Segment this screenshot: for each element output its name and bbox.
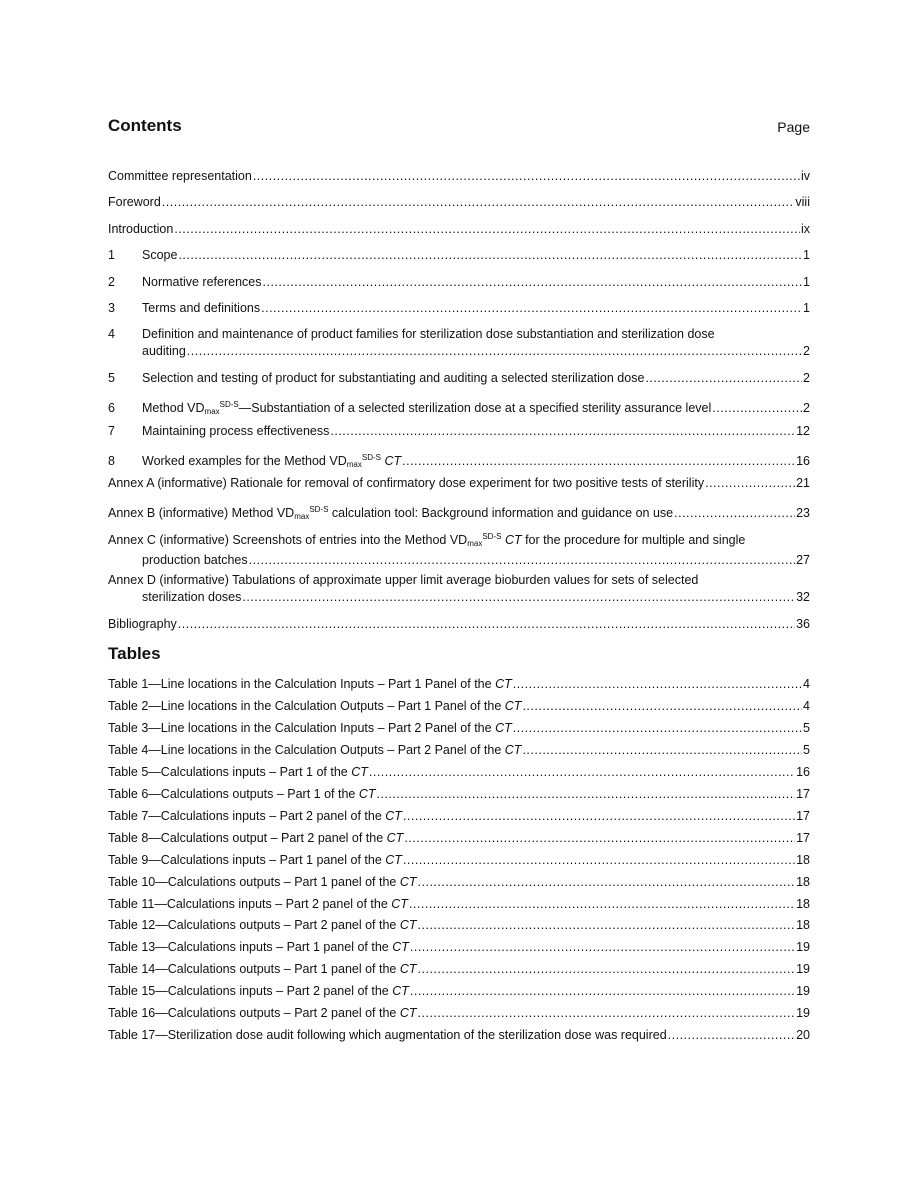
leader-dots: [242, 589, 795, 606]
leader-dots: [418, 1005, 796, 1022]
toc-entry-text: Introduction: [108, 222, 174, 236]
leader-dots: [409, 896, 795, 913]
superscript-sds: SD-S: [219, 400, 239, 409]
table-list-item[interactable]: [108, 764, 810, 781]
leader-dots: [418, 961, 796, 978]
table-entry-text: Table 16—Calculations outputs – Part 2 panel of the: [108, 1006, 400, 1021]
toc-entry-text: Committee representation: [108, 169, 252, 183]
table-page-number: 19: [796, 984, 810, 999]
leader-dots: [178, 616, 795, 633]
toc-page-number: 1: [803, 248, 810, 262]
toc-page-number: 12: [796, 424, 810, 438]
ct-abbreviation: CT: [384, 454, 402, 468]
toc-entry-text: Terms and definitions: [142, 301, 261, 315]
table-list-item[interactable]: [108, 720, 810, 737]
leader-dots: [522, 698, 802, 715]
table-page-number: 17: [796, 830, 810, 845]
toc-entry-text: Maintaining process effectiveness: [142, 424, 330, 438]
toc-entry-section-7[interactable]: [108, 423, 810, 440]
table-page-number: 18: [796, 874, 810, 889]
toc-entry-text: Annex A (informative) Rationale for removal of confirmatory dose experiment for two positive tests of sterility: [108, 476, 705, 490]
table-page-number: 18: [796, 918, 810, 933]
table-entry-text: Table 17—Sterilization dose audit following which augmentation of the sterilization dose was required: [108, 1028, 667, 1043]
toc-entry-section-4[interactable]: [108, 326, 810, 360]
toc-page-number: 36: [796, 617, 810, 631]
leader-dots: [410, 939, 795, 956]
toc-entry-annex-a[interactable]: [108, 475, 810, 492]
toc-entry-text: Worked examples for the Method VD: [142, 454, 347, 468]
toc-entry-text-post: —Substantiation of a selected sterilization dose at a specified sterility assurance level: [238, 401, 712, 415]
toc-entry-section-8[interactable]: [108, 449, 810, 473]
table-page-number: 19: [796, 1006, 810, 1021]
toc-entry-text: Annex B (informative) Method VD: [108, 506, 295, 520]
toc-entry-foreword[interactable]: [108, 194, 810, 211]
toc-entry-section-6[interactable]: [108, 396, 810, 420]
leader-dots: [418, 874, 796, 891]
toc-entry-text: Normative references: [142, 275, 262, 289]
table-entry-text: Table 15—Calculations inputs – Part 2 panel of the: [108, 984, 393, 999]
ct-abbreviation: CT: [385, 808, 402, 823]
leader-dots: [674, 505, 795, 522]
ct-abbreviation: CT: [504, 533, 522, 547]
ct-abbreviation: CT: [399, 962, 417, 977]
table-page-number: 4: [803, 698, 810, 713]
table-entry-text: Table 2—Line locations in the Calculation Outputs – Part 1 Panel of the: [108, 698, 505, 713]
superscript-sds: SD-S: [309, 505, 329, 514]
table-page-number: 5: [803, 742, 810, 757]
table-entry-text: Table 6—Calculations outputs – Part 1 of the: [108, 786, 359, 801]
toc-entry-annex-b[interactable]: [108, 501, 810, 525]
subscript-max: max: [346, 460, 362, 469]
ct-abbreviation: CT: [385, 852, 402, 867]
leader-dots: [418, 917, 796, 934]
document-page: [108, 0, 810, 1188]
toc-entry-text: Definition and maintenance of product families for sterilization dose substantiation and sterilization dose: [142, 327, 715, 341]
toc-entry-text: Annex C (informative) Screenshots of entries into the Method VD: [108, 533, 468, 547]
table-list-item[interactable]: [108, 983, 810, 1000]
ct-abbreviation: CT: [399, 1006, 417, 1021]
toc-page-number: 21: [796, 476, 810, 490]
ct-abbreviation: CT: [392, 984, 409, 999]
ct-abbreviation: CT: [351, 764, 368, 779]
section-number: 3: [108, 301, 115, 315]
leader-dots: [253, 168, 800, 185]
toc-entry-section-3[interactable]: [108, 300, 810, 317]
table-list-item[interactable]: [108, 917, 810, 934]
toc-page-number: 16: [796, 454, 810, 468]
toc-page-number: 2: [803, 371, 810, 385]
toc-entry-text-continued: sterilization doses: [142, 590, 242, 604]
toc-page-number: 1: [803, 301, 810, 315]
contents-title: Contents: [108, 116, 182, 135]
leader-dots: [261, 300, 802, 317]
leader-dots: [174, 221, 800, 238]
ct-abbreviation: CT: [392, 940, 409, 955]
toc-entry-annex-d[interactable]: [108, 572, 810, 606]
table-entry-text: Table 11—Calculations inputs – Part 2 panel of the: [108, 896, 392, 911]
toc-page-number: 27: [796, 553, 810, 567]
toc-page-number: ix: [800, 222, 810, 236]
table-list-item[interactable]: [108, 1005, 810, 1022]
toc-entry-section-1[interactable]: [108, 247, 810, 264]
leader-dots: [668, 1027, 795, 1044]
leader-dots: [513, 720, 802, 737]
table-entry-text: Table 5—Calculations inputs – Part 1 of the: [108, 764, 352, 779]
section-number: 1: [108, 248, 115, 262]
leader-dots: [249, 552, 795, 569]
toc-page-number: iv: [800, 169, 810, 183]
table-list-item[interactable]: [108, 676, 810, 693]
leader-dots: [712, 400, 802, 417]
table-entry-text: Table 1—Line locations in the Calculation Inputs – Part 1 Panel of the: [108, 677, 496, 691]
toc-entry-text-post: calculation tool: Background information and guidance on use: [328, 506, 674, 520]
ct-abbreviation: CT: [495, 677, 512, 691]
leader-dots: [645, 370, 802, 387]
subscript-max: max: [294, 512, 310, 521]
contents-header: [108, 116, 810, 140]
leader-dots: [404, 830, 795, 847]
toc-page-number: 32: [796, 590, 810, 604]
section-number: 6: [108, 401, 115, 415]
table-entry-text: Table 10—Calculations outputs – Part 1 panel of the: [108, 874, 400, 889]
toc-entry-text: Annex D (informative) Tabulations of approximate upper limit average bioburden values for sets of selected: [108, 573, 699, 587]
section-number: 2: [108, 275, 115, 289]
table-list-item[interactable]: [108, 896, 810, 913]
section-number: 5: [108, 371, 115, 385]
table-page-number: 19: [796, 962, 810, 977]
tables-heading: Tables: [108, 644, 161, 663]
leader-dots: [377, 786, 796, 803]
table-list-item[interactable]: [108, 786, 810, 803]
ct-abbreviation: CT: [358, 786, 376, 801]
ct-abbreviation: CT: [386, 830, 404, 845]
table-list-item[interactable]: [108, 874, 810, 891]
table-list-item[interactable]: [108, 961, 810, 978]
toc-entry-annex-c[interactable]: [108, 528, 810, 569]
toc-entry-bibliography[interactable]: [108, 616, 810, 633]
table-entry-text: Table 14—Calculations outputs – Part 1 panel of the: [108, 962, 400, 977]
leader-dots: [178, 247, 802, 264]
table-page-number: 18: [796, 852, 810, 867]
leader-dots: [402, 453, 795, 470]
toc-page-number: 1: [803, 275, 810, 289]
toc-page-number: viii: [795, 195, 810, 209]
table-list-item[interactable]: [108, 939, 810, 956]
toc-entry-introduction[interactable]: [108, 221, 810, 238]
section-number: 7: [108, 424, 115, 438]
subscript-max: max: [204, 407, 220, 416]
leader-dots: [263, 274, 803, 291]
ct-abbreviation: CT: [504, 698, 522, 713]
page-column-label: Page: [777, 119, 810, 135]
toc-entry-section-2[interactable]: [108, 274, 810, 291]
superscript-sds: SD-S: [361, 453, 381, 462]
section-number: 8: [108, 454, 115, 468]
toc-entry-text: Foreword: [108, 195, 161, 209]
table-list-item[interactable]: [108, 1027, 810, 1044]
table-page-number: 16: [796, 764, 810, 779]
table-entry-text: Table 12—Calculations outputs – Part 2 panel of the: [108, 918, 400, 933]
subscript-max: max: [467, 539, 483, 548]
leader-dots: [162, 194, 795, 211]
table-entry-text: Table 9—Calculations inputs – Part 1 panel of the: [108, 852, 386, 867]
toc-entry-text: Selection and testing of product for substantiating and auditing a selected sterilization dose: [142, 371, 645, 385]
ct-abbreviation: CT: [495, 720, 512, 735]
toc-page-number: 2: [803, 401, 810, 415]
table-page-number: 5: [803, 720, 810, 735]
superscript-sds: SD-S: [482, 532, 502, 541]
leader-dots: [410, 983, 795, 1000]
table-page-number: 4: [803, 677, 810, 691]
table-entry-text: Table 7—Calculations inputs – Part 2 panel of the: [108, 808, 386, 823]
toc-entry-committee[interactable]: [108, 168, 810, 185]
leader-dots: [403, 852, 795, 869]
toc-entry-text-continued: production batches: [142, 553, 248, 567]
table-list-item[interactable]: [108, 852, 810, 869]
toc-entry-text: Scope: [142, 248, 178, 262]
ct-abbreviation: CT: [399, 874, 417, 889]
table-entry-text: Table 4—Line locations in the Calculation Outputs – Part 2 Panel of the: [108, 742, 505, 757]
toc-entry-section-5[interactable]: [108, 370, 810, 387]
table-page-number: 20: [796, 1028, 810, 1043]
table-entry-text: Table 13—Calculations inputs – Part 1 panel of the: [108, 940, 393, 955]
toc-entry-text-post: for the procedure for multiple and single: [521, 533, 746, 547]
table-list-item[interactable]: [108, 830, 810, 847]
leader-dots: [513, 676, 802, 693]
leader-dots: [330, 423, 795, 440]
table-page-number: 19: [796, 940, 810, 955]
toc-page-number: 2: [803, 344, 810, 358]
toc-entry-text-continued: auditing: [142, 344, 186, 358]
ct-abbreviation: CT: [399, 918, 417, 933]
table-list-item[interactable]: [108, 808, 810, 825]
table-list-item[interactable]: [108, 742, 810, 759]
toc-entry-text: Method VD: [142, 401, 205, 415]
leader-dots: [187, 343, 802, 360]
leader-dots: [369, 764, 795, 781]
table-page-number: 17: [796, 786, 810, 801]
table-page-number: 17: [796, 808, 810, 823]
table-entry-text: Table 8—Calculations output – Part 2 panel of the: [108, 830, 387, 845]
table-page-number: 18: [796, 896, 810, 911]
table-entry-text: Table 3—Line locations in the Calculation Inputs – Part 2 Panel of the: [108, 720, 496, 735]
section-number: 4: [108, 327, 115, 341]
toc-page-number: 23: [796, 506, 810, 520]
table-list-item[interactable]: [108, 698, 810, 715]
leader-dots: [522, 742, 802, 759]
ct-abbreviation: CT: [504, 742, 522, 757]
leader-dots: [705, 475, 795, 492]
leader-dots: [403, 808, 795, 825]
toc-entry-text: Bibliography: [108, 617, 177, 631]
ct-abbreviation: CT: [391, 896, 408, 911]
